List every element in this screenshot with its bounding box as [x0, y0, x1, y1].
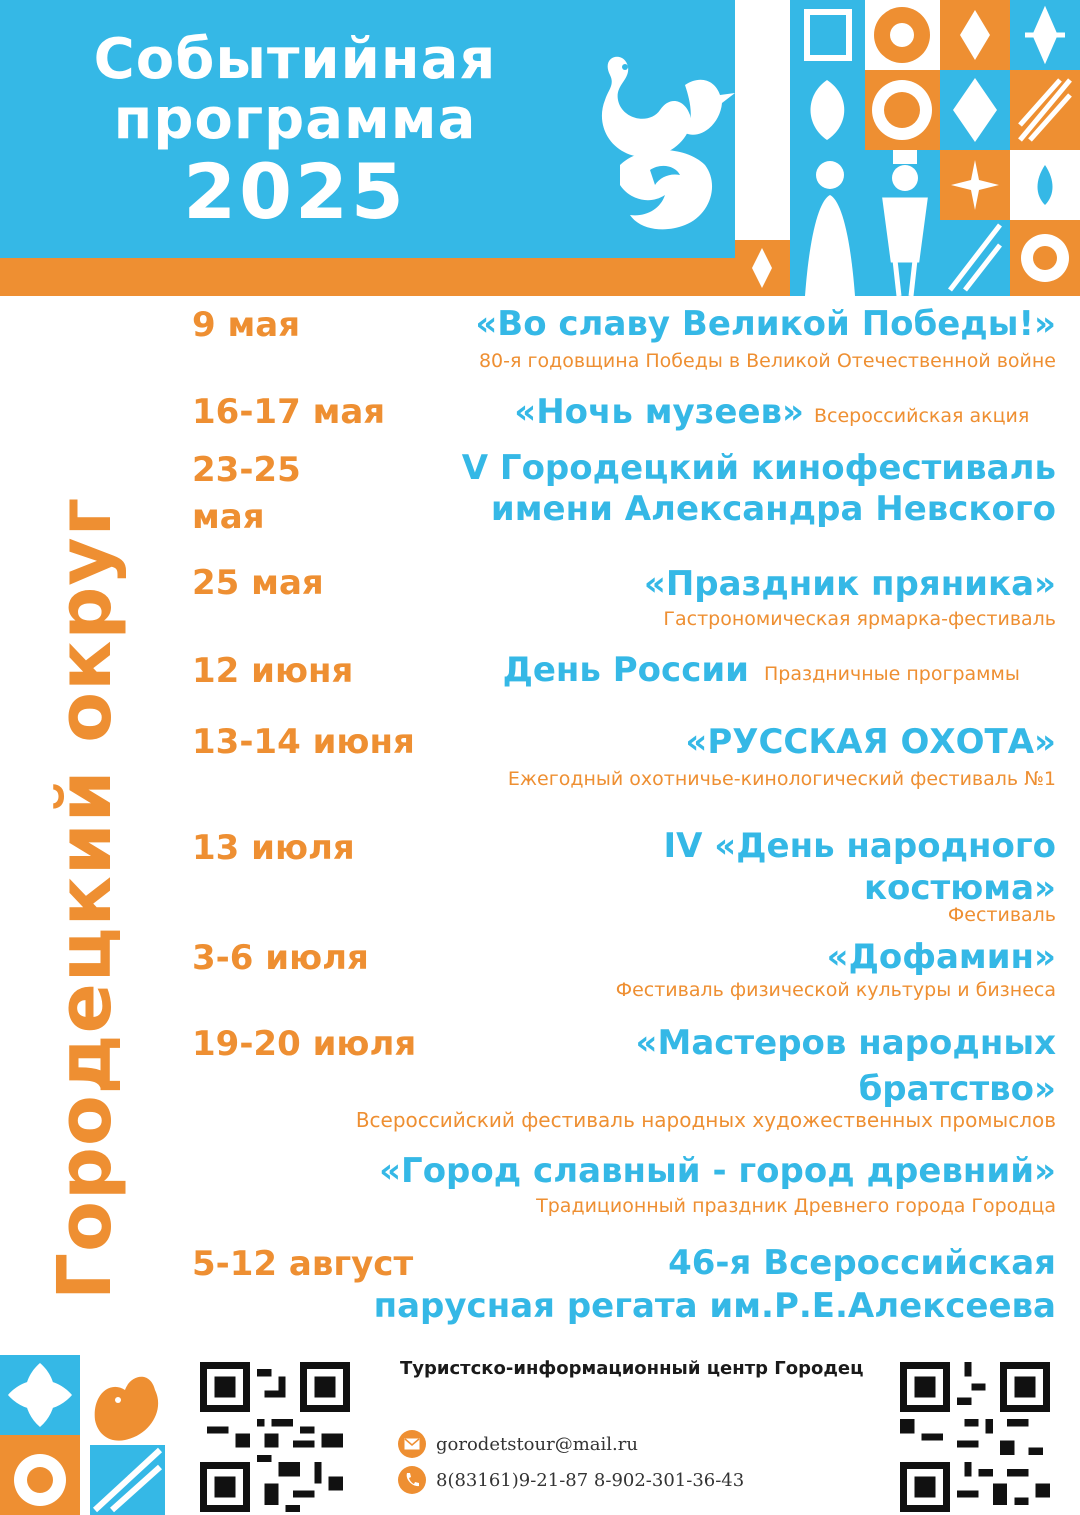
event-date: 25 мая	[192, 563, 324, 603]
event-name: «Во славу Великой Победы!»	[475, 304, 1056, 344]
event-date-line2: мая	[192, 497, 265, 537]
event-name: «Праздник пряника»	[643, 564, 1056, 604]
phone-numbers[interactable]: 8(83161)9-21-87 8-902-301-36-43	[436, 1469, 745, 1491]
header-orange-band	[0, 258, 735, 296]
event-name-line2: имени Александра Невского	[490, 489, 1056, 529]
side-title: Городецкий округ	[42, 496, 128, 1300]
event-description: Фестиваль	[947, 904, 1056, 926]
event-description: Всероссийский фестиваль народных художественных промыслов	[355, 1108, 1056, 1132]
page-title	[0, 27, 590, 236]
mail-icon	[398, 1430, 426, 1458]
event-date: 13-14 июня	[192, 722, 415, 762]
event-description: Гастрономическая ярмарка-фестиваль	[663, 608, 1056, 630]
bird-icon	[590, 45, 740, 240]
event-description: Праздничные программы	[764, 663, 1020, 685]
event-name: IV «День народного	[663, 826, 1056, 866]
event-description: 80-я годовщина Победы в Великой Отечественной войне	[478, 350, 1056, 372]
title-year: 2025	[183, 147, 407, 236]
email-address[interactable]: gorodetstour@mail.ru	[436, 1433, 638, 1455]
event-date: 23-25	[192, 450, 301, 490]
event-name: 46-я Всероссийская	[668, 1243, 1056, 1283]
event-date: 5-12 август	[192, 1244, 414, 1284]
event-name-line2: парусная регата им.Р.Е.Алексеева	[373, 1286, 1056, 1326]
event-name: V Городецкий кинофестиваль	[461, 448, 1056, 488]
event-name-line2: костюма»	[863, 868, 1056, 908]
event-description: Ежегодный охотничье-кинологический фестиваль №1	[507, 768, 1056, 790]
event-name: «Дофамин»	[826, 937, 1056, 977]
event-name: «Ночь музеев»	[514, 392, 804, 432]
event-description: Фестиваль физической культуры и бизнеса	[615, 979, 1056, 1001]
event-name: День России	[502, 650, 749, 690]
event-date: 16-17 мая	[192, 392, 386, 432]
event-date: 3-6 июля	[192, 938, 369, 978]
event-date: 19-20 июля	[192, 1024, 417, 1064]
event-date: 13 июля	[192, 828, 355, 868]
event-name: «РУССКАЯ ОХОТА»	[685, 722, 1056, 762]
phone-contact	[398, 1466, 744, 1494]
organization-name: Туристско-информационный центр Городец	[400, 1358, 864, 1379]
event-name: «Мастеров народных	[635, 1023, 1056, 1063]
event-date: 12 июня	[192, 651, 354, 691]
qr-code-icon[interactable]	[200, 1362, 350, 1512]
folk-mosaic	[735, 0, 1080, 296]
event-name-line2: братство»	[858, 1069, 1056, 1109]
event-description: Традиционный праздник Древнего города Городца	[536, 1195, 1056, 1217]
event-description: Всероссийская акция	[814, 405, 1030, 427]
title-line-1: Событийная	[93, 27, 497, 92]
email-contact	[398, 1430, 638, 1458]
event-date: 9 мая	[192, 305, 301, 345]
qr-code-icon[interactable]	[900, 1362, 1050, 1512]
event-name: «Город славный - город древний»	[379, 1151, 1056, 1191]
phone-icon	[398, 1466, 426, 1494]
title-line-2: программа	[113, 87, 477, 152]
folk-ornament	[0, 1355, 165, 1515]
